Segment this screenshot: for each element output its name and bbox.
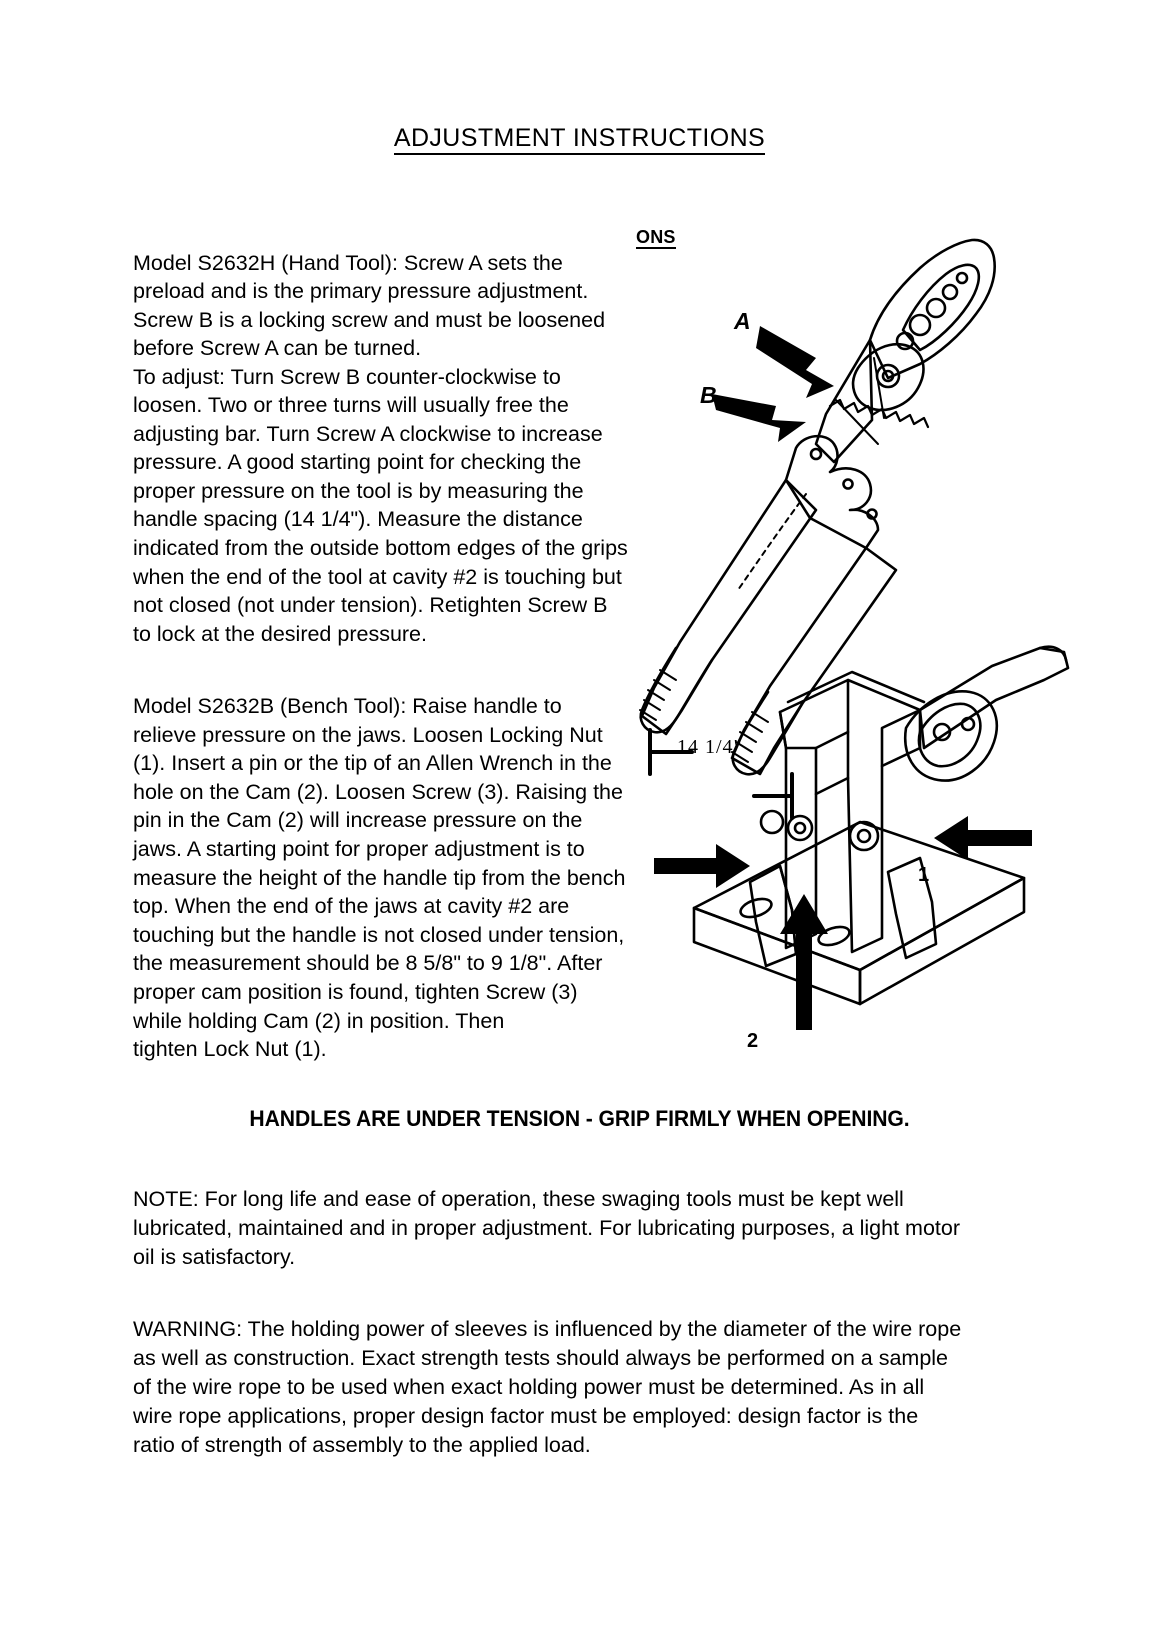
dimension-label-handle-spacing: 14 1/4": [677, 736, 743, 758]
callout-label-a: A: [734, 308, 751, 334]
page-title: [0, 124, 1159, 153]
paragraph-bench-tool-body: Model S2632B (Bench Tool): Raise handle to relieve pressure on the jaws. Loosen Locking Nut (1). Insert a pin or the tip of an Allen Wrench in the hole on the Cam (2). Loosen Screw (3). Raising the pin in the Cam (2) will increase pressure on the jaws. A starting point for proper adjustment is to measure the height of the handle tip from the bench top. When the end of the jaws at cavity #2 are touching but the handle is not closed under tension, the measurement should be 8 5/8" to 9 1/8". After proper cam position is found, tighten Screw (3) while holding Cam (2) in position. Then: [133, 694, 626, 1033]
paragraph-hand-tool-procedure: To adjust: Turn Screw B counter-clockwise to loosen. Two or three turns will usually free the adjusting bar. Turn Screw A clockwise to increase pressure. A good starting point for checking the proper pressure on the tool is by measuring the handle spacing (14 1/4"). Measure the distance indicated from the outside bottom edges of the grips when the end of the tool at cavity #2 is touching but not closed (not under tension). Retighten Screw B to lock at the desired pressure.: [133, 364, 628, 646]
callout-label-b: B: [700, 382, 717, 408]
paragraph-bench-tool-lastline: tighten Lock Nut (1).: [133, 1037, 327, 1062]
callout-arrows: [654, 326, 1032, 1030]
page-title-text: ADJUSTMENT INSTRUCTIONS: [394, 124, 765, 155]
callout-label-2: 2: [747, 1030, 759, 1052]
paragraph-hand-tool-intro: Model S2632H (Hand Tool): Screw A sets the preload and is the primary pressure adjustment. Screw B is a locking screw and must be loosened before Screw A can be turned.: [133, 250, 606, 361]
paragraph-warning: WARNING: The holding power of sleeves is influenced by the diameter of the wire rope as well as construction. Exact strength tests should always be performed on a sample of the wire rope to be used when exact holding power must be determined. As in all wire rope applications, proper design factor must be employed: design factor is the ratio of strength of assembly to the applied load.: [133, 1316, 962, 1457]
paragraph-note: NOTE: For long life and ease of operation, these swaging tools must be kept well lubricated, maintained and in proper adjustment. For lubricating purposes, a light motor oil is satisfactory.: [133, 1186, 961, 1269]
callout-label-1: 1: [918, 864, 930, 886]
tool-illustration: [620, 218, 1080, 1058]
caution-statement: HANDLES ARE UNDER TENSION - GRIP FIRMLY WHEN OPENING.: [249, 1106, 910, 1131]
tool-illustration-svg: [620, 218, 1080, 1058]
paragraph-bench-tool: [133, 692, 630, 1064]
title-artifact-text: ONS: [636, 227, 676, 247]
